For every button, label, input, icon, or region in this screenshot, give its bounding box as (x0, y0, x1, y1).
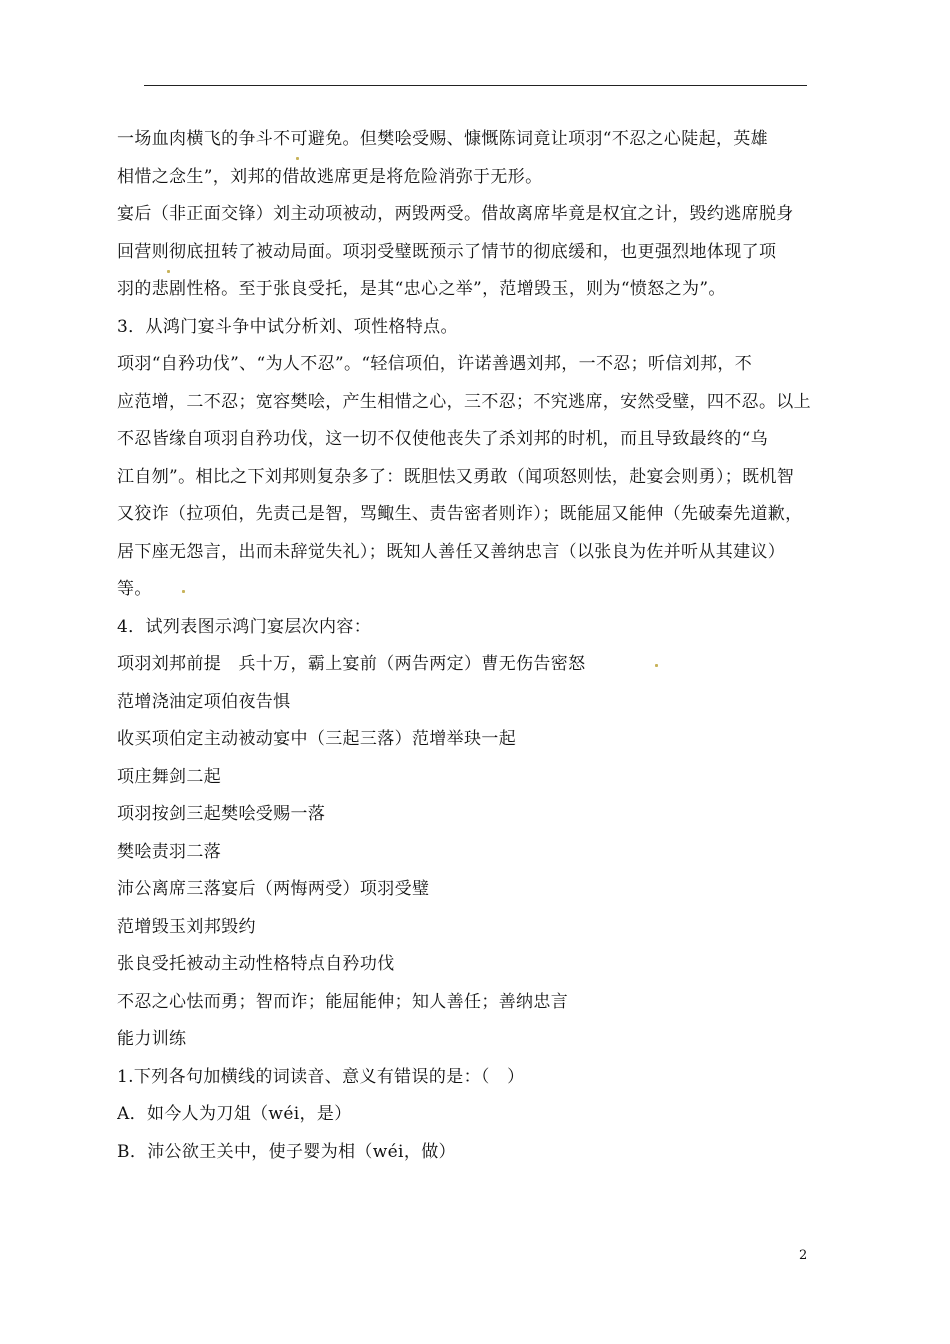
speck-mark (296, 157, 299, 160)
text-line: 羽的悲剧性格。至于张良受托，是其“忠心之举”，范增毁玉，则为“愤怒之为”。 (117, 279, 726, 299)
question-heading: 3．从鸿门宴斗争中试分析刘、项性格特点。 (117, 316, 458, 337)
text-line: 回营则彻底扭转了被动局面。项羽受璧既预示了情节的彻底缓和，也更强烈地体现了项 (117, 241, 777, 262)
speck-mark (182, 590, 185, 593)
speck-mark (655, 664, 658, 667)
outline-line: 收买项伯定主动被动宴中（三起三落）范增举玦一起 (117, 729, 517, 749)
section-heading: 能力训练 (117, 1029, 187, 1049)
speck-mark (167, 270, 170, 273)
outline-line: 沛公离席三落宴后（两悔两受）项羽受璧 (117, 879, 430, 899)
question-heading: 4．试列表图示鸿门宴层次内容： (117, 616, 372, 637)
outline-line: 范增浇油定项伯夜告惧 (117, 691, 291, 712)
exercise-option: B．沛公欲王关中，使子婴为相（wéi，做） (117, 1141, 456, 1162)
page-number: 2 (799, 1248, 808, 1263)
outline-line: 樊哙责羽二落 (117, 841, 222, 862)
outline-line: 范增毁玉刘邦毁约 (117, 916, 256, 937)
text-line: 应范增，二不忍；宽容樊哙，产生相惜之心，三不忍；不究逃席，安然受璧，四不忍。以上 (117, 391, 811, 412)
text-line: 等。 (117, 579, 152, 599)
exercise-option: A．如今人为刀俎（wéi，是） (117, 1104, 352, 1124)
header-rule (144, 85, 807, 86)
outline-line: 项羽按剑三起樊哙受赐一落 (117, 804, 326, 824)
text-line: 宴后（非正面交锋）刘主动项被动，两毁两受。借故离席毕竟是权宜之计，毁约逃席脱身 (117, 204, 794, 224)
text-line: 居下座无怨言，出而未辞觉失礼）；既知人善任又善纳忠言（以张良为佐并听从其建议） (117, 541, 786, 562)
text-line: 又狡诈（拉项伯，先责己是智，骂鲰生、责告密者则诈）；既能屈又能伸（先破秦先道歉， (117, 504, 803, 524)
outline-line: 不忍之心怯而勇；智而诈；能屈能伸；知人善任；善纳忠言 (117, 991, 569, 1012)
text-line: 项羽“自矜功伐”、“为人不忍”。“轻信项伯，许诺善遇刘邦，一不忍；听信刘邦，不 (117, 354, 753, 374)
outline-line: 张良受托被动主动性格特点自矜功伐 (117, 954, 395, 974)
outline-line: 项羽刘邦前提 兵十万，霸上宴前（两告两定）曹无伤告密怒 (117, 654, 586, 674)
text-line: 相惜之念生”，刘邦的借故逃席更是将危险消弥于无形。 (117, 166, 543, 187)
text-line: 不忍皆缘自项羽自矜功伐，这一切不仅使他丧失了杀刘邦的时机，而且导致最终的“乌 (117, 429, 768, 449)
text-line: 一场血肉横飞的争斗不可避免。但樊哙受赐、慷慨陈词竟让项羽“不忍之心陡起，英雄 (117, 129, 768, 149)
text-line: 江自刎”。相比之下刘邦则复杂多了：既胆怯又勇敢（闻项怒则怯，赴宴会则勇）；既机智 (117, 466, 795, 487)
document-body (117, 121, 835, 1171)
exercise-question: 1.下列各句加横线的词读音、意义有错误的是：（ ） (117, 1066, 525, 1087)
outline-line: 项庄舞剑二起 (117, 766, 222, 787)
